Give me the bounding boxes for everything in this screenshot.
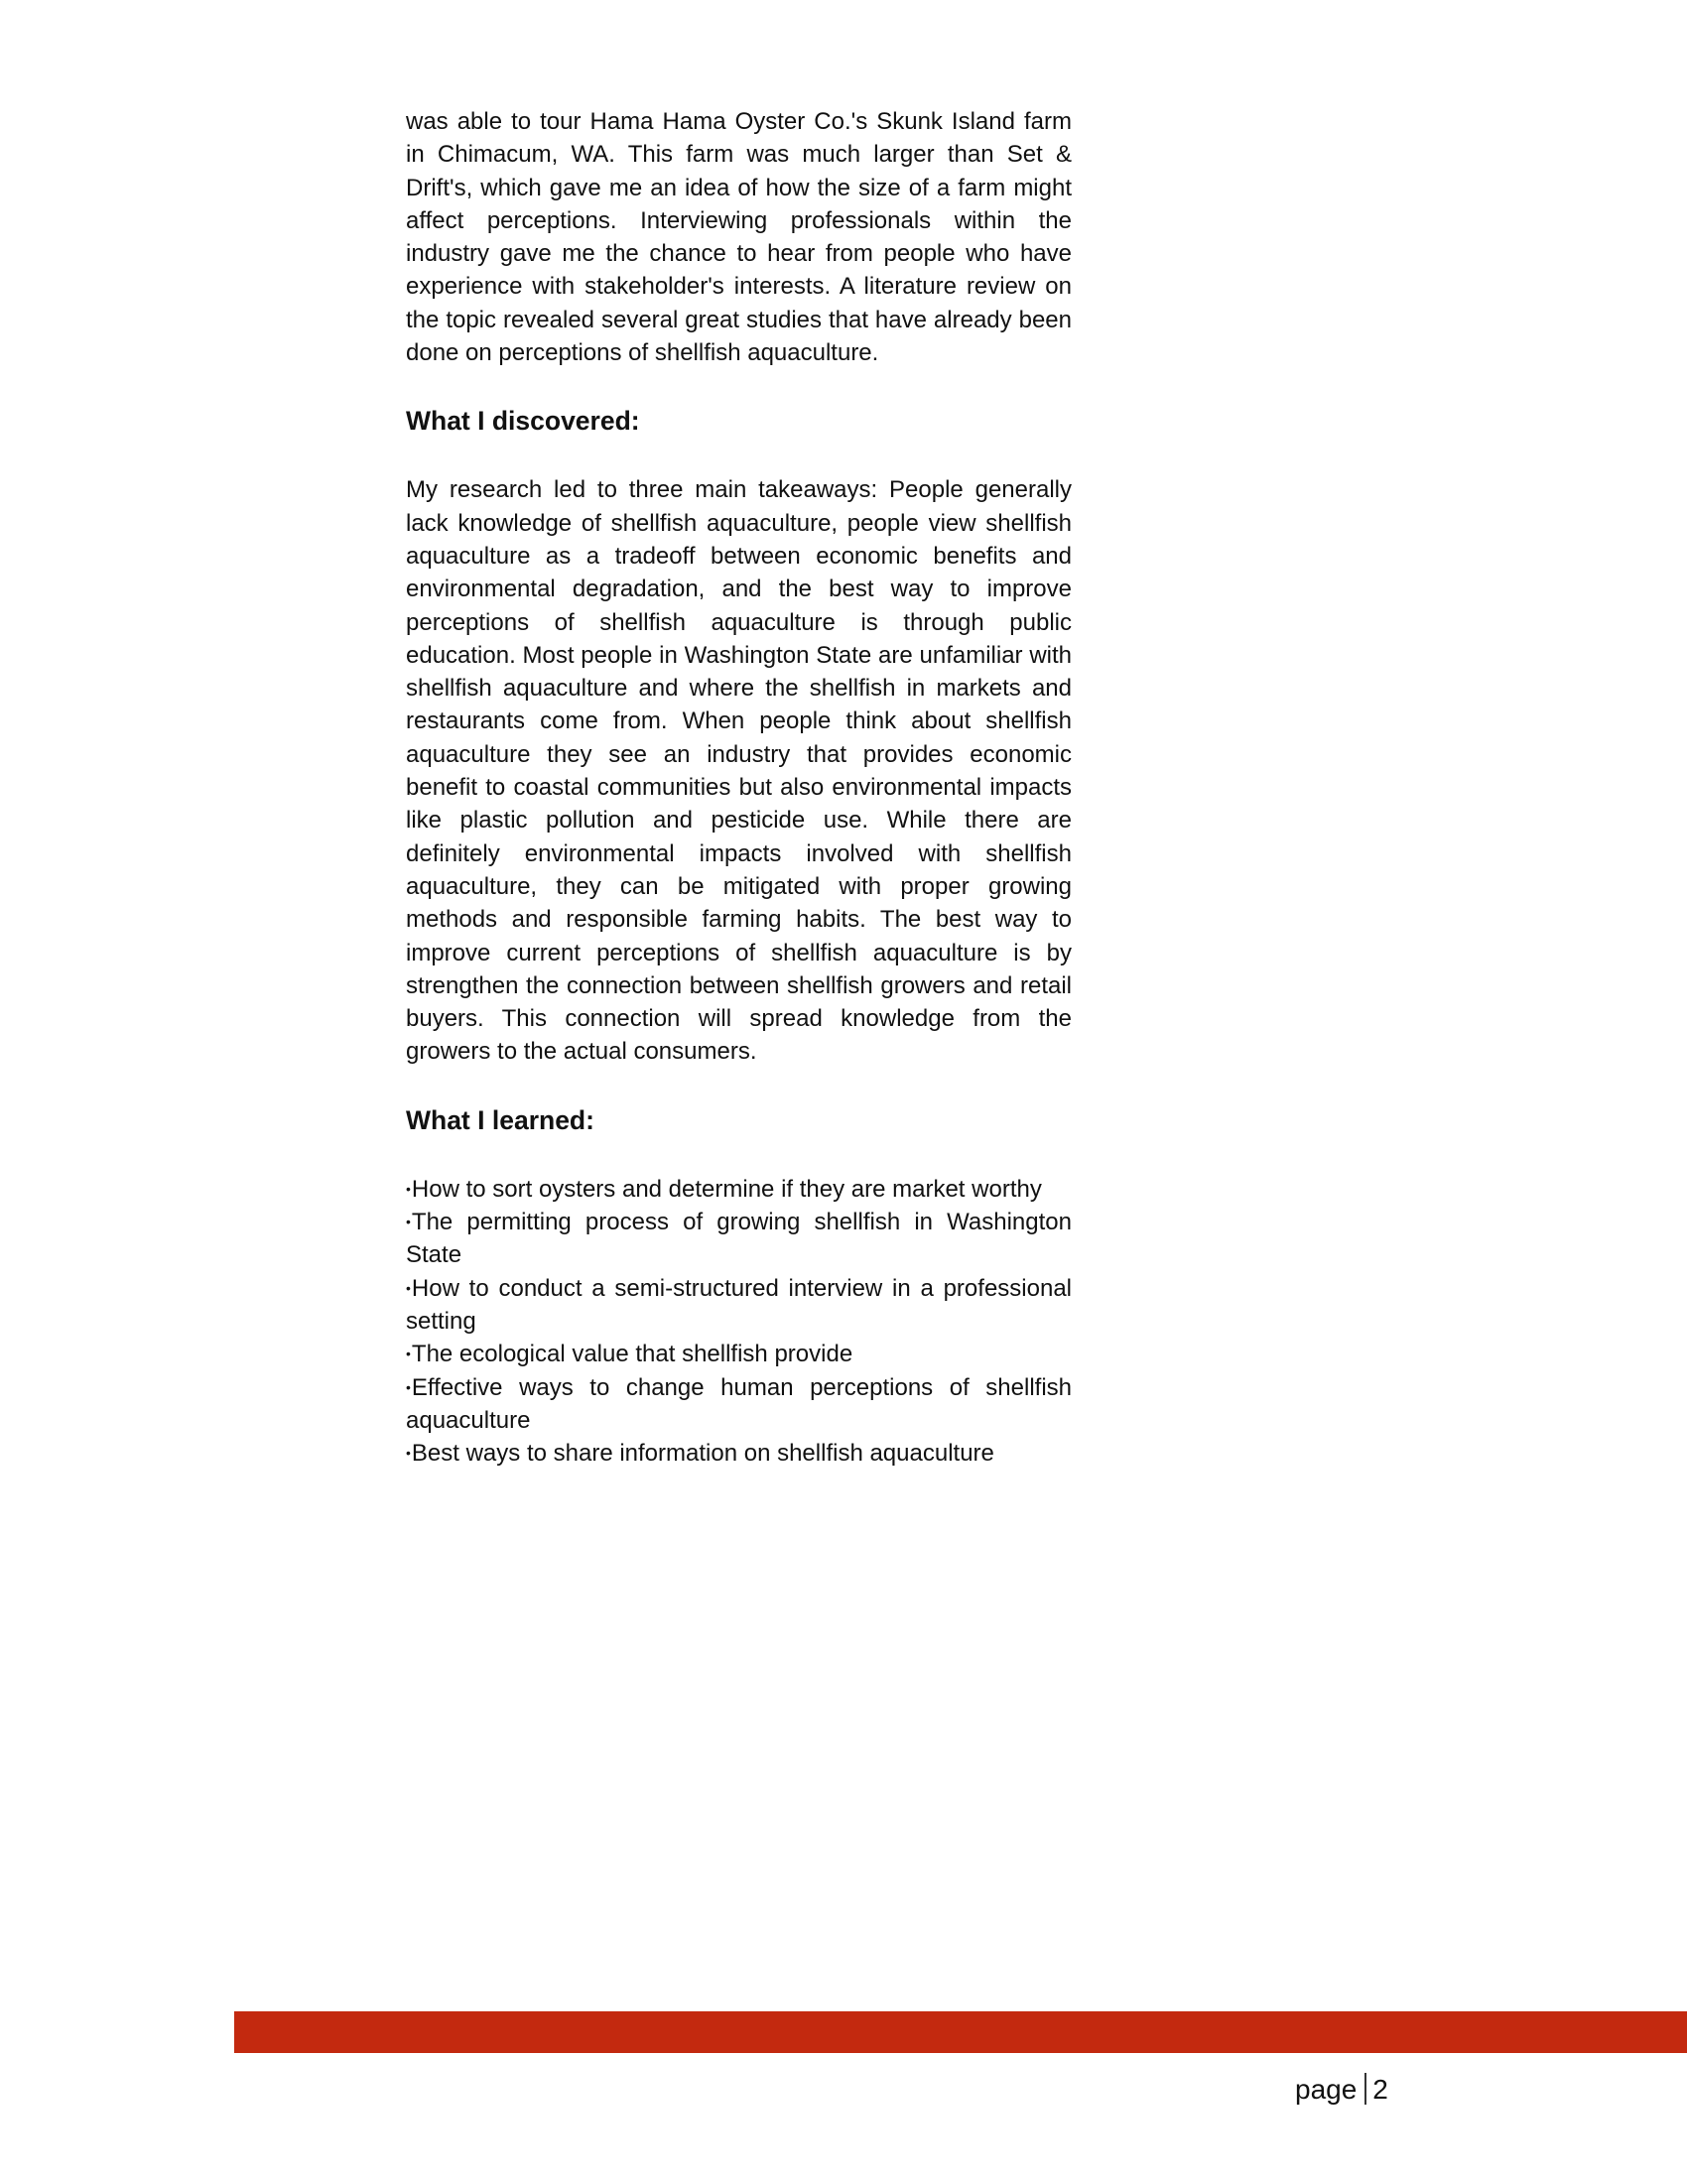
bullet-icon: • [406,1445,411,1462]
bullet-icon: • [406,1279,411,1296]
list-item: •The ecological value that shellfish provide [406,1341,853,1368]
list-item: •How to conduct a semi-structured interview in a professional setting [406,1274,1072,1335]
list-item: •Effective ways to change human perceptions of shellfish aquaculture [406,1373,1072,1434]
list-item: •Best ways to share information on shellfish aquaculture [406,1440,994,1468]
bullet-icon: • [406,1378,411,1395]
page-number-label [1295,2072,1388,2108]
learned-list [406,1173,1072,1471]
intro-paragraph: was able to tour Hama Hama Oyster Co.'s Skunk Island farm in Chimacum, WA. This farm was much larger than Set & Drift's, which gave me an idea of how the size of a farm might affect perceptions. Interviewing professionals within the industry gave me the chance to hear from people who have experience with stakeholder's interests. A literature review on the topic revealed several great studies that have already been done on perceptions of shellfish aquaculture. [406,108,1072,367]
bullet-icon: • [406,1346,411,1362]
discovered-paragraph: My research led to three main takeaways: People generally lack knowledge of shellfish aquaculture, people view shellfish aquaculture as a tradeoff between economic benefits and environmental degradation, and the best way to improve perceptions of shellfish aquaculture is through public education. Most people in Washington State are unfamiliar with shellfish aquaculture and where the shellfish in markets and restaurants come from. When people think about shellfish aquaculture they see an industry that provides economic benefit to coastal communities but also environmental impacts like plastic pollution and pesticide use. While there are definitely environmental impacts involved with shellfish aquaculture, they can be mitigated with proper growing methods and responsible farming habits. The best way to improve current perceptions of shellfish aquaculture is by strengthen the connection between shellfish growers and retail buyers. This connection will spread knowledge from the growers to the actual consumers. [406,476,1072,1066]
bullet-icon: • [406,1180,411,1197]
page-word: page [1295,2074,1358,2105]
section-heading-learned: What I learned: [406,1104,594,1135]
list-item: •How to sort oysters and determine if they are market worthy [406,1175,1042,1203]
section-heading-discovered: What I discovered: [406,406,640,437]
footer-accent-bar [234,2011,1687,2053]
page-number: 2 [1372,2074,1388,2105]
list-item: •The permitting process of growing shellfish in Washington State [406,1209,1072,1269]
bullet-icon: • [406,1214,411,1230]
page-separator [1364,2073,1366,2105]
page-content [406,105,1072,1470]
